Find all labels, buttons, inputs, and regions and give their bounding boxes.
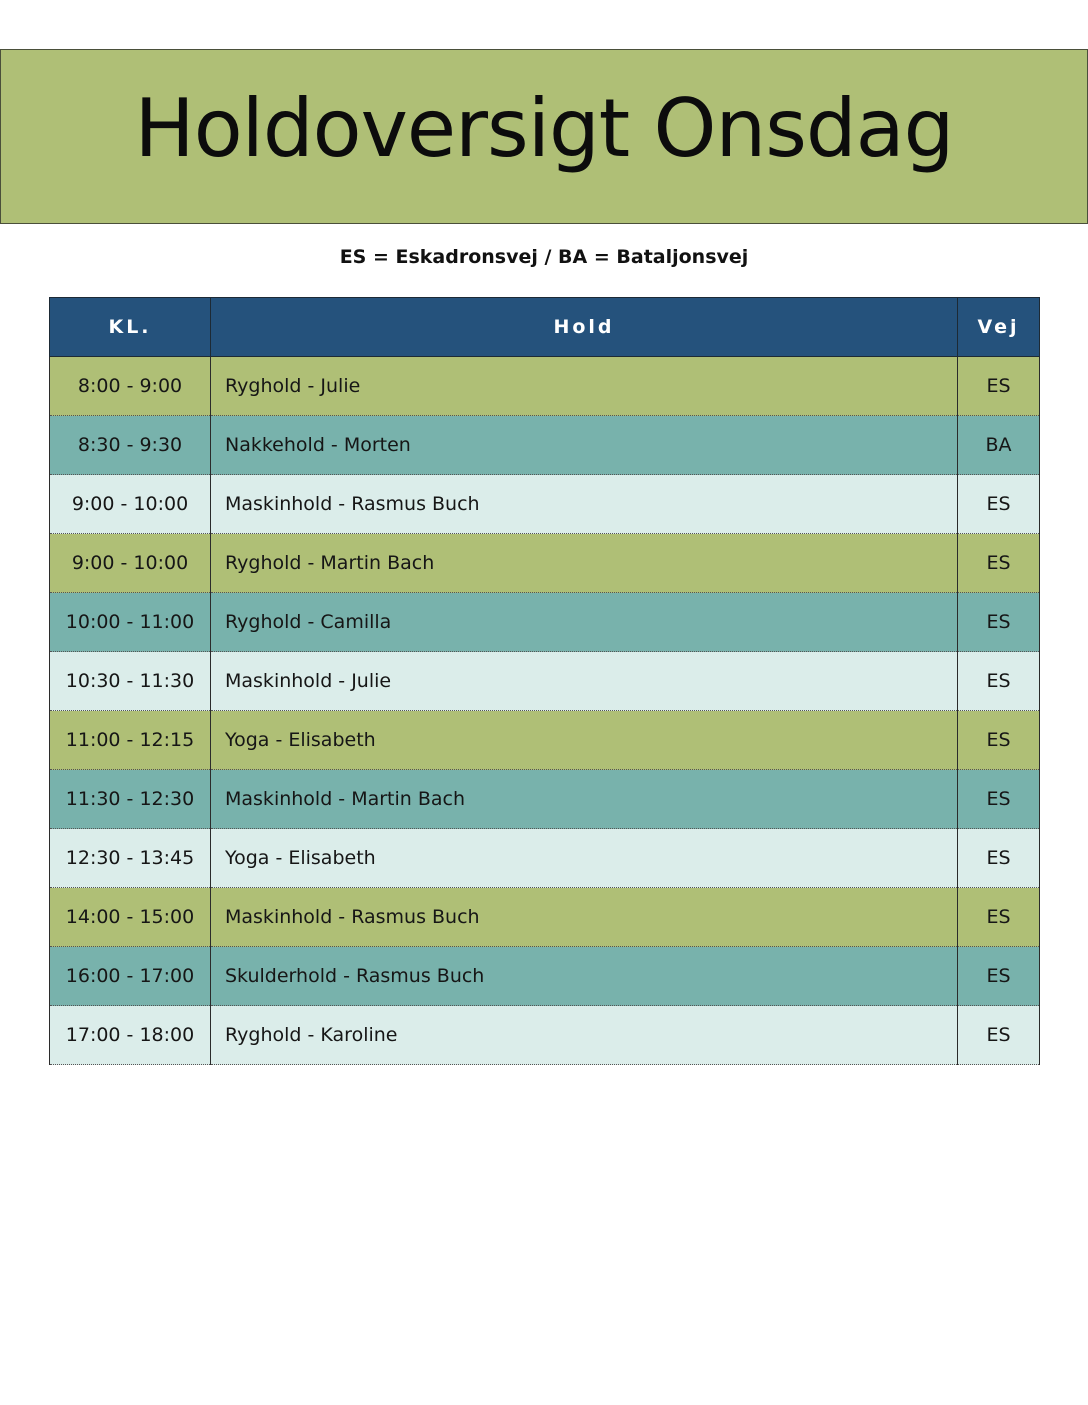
header-time: KL.	[50, 298, 211, 357]
team-cell: Yoga - Elisabeth	[211, 711, 958, 770]
road-cell: ES	[958, 829, 1040, 888]
table-row	[50, 888, 1040, 947]
road-cell: ES	[958, 534, 1040, 593]
table-row	[50, 593, 1040, 652]
time-cell: 9:00 - 10:00	[50, 534, 211, 593]
table-row	[50, 534, 1040, 593]
team-cell: Ryghold - Camilla	[211, 593, 958, 652]
team-cell: Ryghold - Karoline	[211, 1006, 958, 1065]
table-row	[50, 357, 1040, 416]
team-cell: Nakkehold - Morten	[211, 416, 958, 475]
team-cell: Ryghold - Julie	[211, 357, 958, 416]
road-cell: ES	[958, 947, 1040, 1006]
table-row	[50, 829, 1040, 888]
team-cell: Maskinhold - Julie	[211, 652, 958, 711]
time-cell: 10:00 - 11:00	[50, 593, 211, 652]
table-row	[50, 947, 1040, 1006]
team-cell: Maskinhold - Martin Bach	[211, 770, 958, 829]
table-row	[50, 416, 1040, 475]
road-cell: ES	[958, 475, 1040, 534]
table-row	[50, 652, 1040, 711]
table-row	[50, 770, 1040, 829]
table-body	[50, 357, 1040, 1065]
team-cell: Maskinhold - Rasmus Buch	[211, 888, 958, 947]
time-cell: 11:00 - 12:15	[50, 711, 211, 770]
table-row	[50, 1006, 1040, 1065]
title-banner	[0, 49, 1088, 224]
team-cell: Maskinhold - Rasmus Buch	[211, 475, 958, 534]
time-cell: 9:00 - 10:00	[50, 475, 211, 534]
location-legend: ES = Eskadronsvej / BA = Bataljonsvej	[339, 246, 749, 268]
header-team: Hold	[211, 298, 958, 357]
table-header	[50, 298, 1040, 357]
road-cell: ES	[958, 711, 1040, 770]
team-cell: Yoga - Elisabeth	[211, 829, 958, 888]
road-cell: ES	[958, 770, 1040, 829]
table-row	[50, 475, 1040, 534]
time-cell: 17:00 - 18:00	[50, 1006, 211, 1065]
time-cell: 8:30 - 9:30	[50, 416, 211, 475]
team-cell: Skulderhold - Rasmus Buch	[211, 947, 958, 1006]
time-cell: 11:30 - 12:30	[50, 770, 211, 829]
road-cell: ES	[958, 593, 1040, 652]
road-cell: ES	[958, 357, 1040, 416]
road-cell: ES	[958, 652, 1040, 711]
header-row	[50, 298, 1040, 357]
team-cell: Ryghold - Martin Bach	[211, 534, 958, 593]
time-cell: 10:30 - 11:30	[50, 652, 211, 711]
header-road: Vej	[958, 298, 1040, 357]
schedule-table	[49, 297, 1040, 1065]
road-cell: BA	[958, 416, 1040, 475]
time-cell: 16:00 - 17:00	[50, 947, 211, 1006]
time-cell: 14:00 - 15:00	[50, 888, 211, 947]
road-cell: ES	[958, 1006, 1040, 1065]
time-cell: 8:00 - 9:00	[50, 357, 211, 416]
road-cell: ES	[958, 888, 1040, 947]
table-row	[50, 711, 1040, 770]
page-title: Holdoversigt Onsdag	[134, 81, 954, 175]
time-cell: 12:30 - 13:45	[50, 829, 211, 888]
